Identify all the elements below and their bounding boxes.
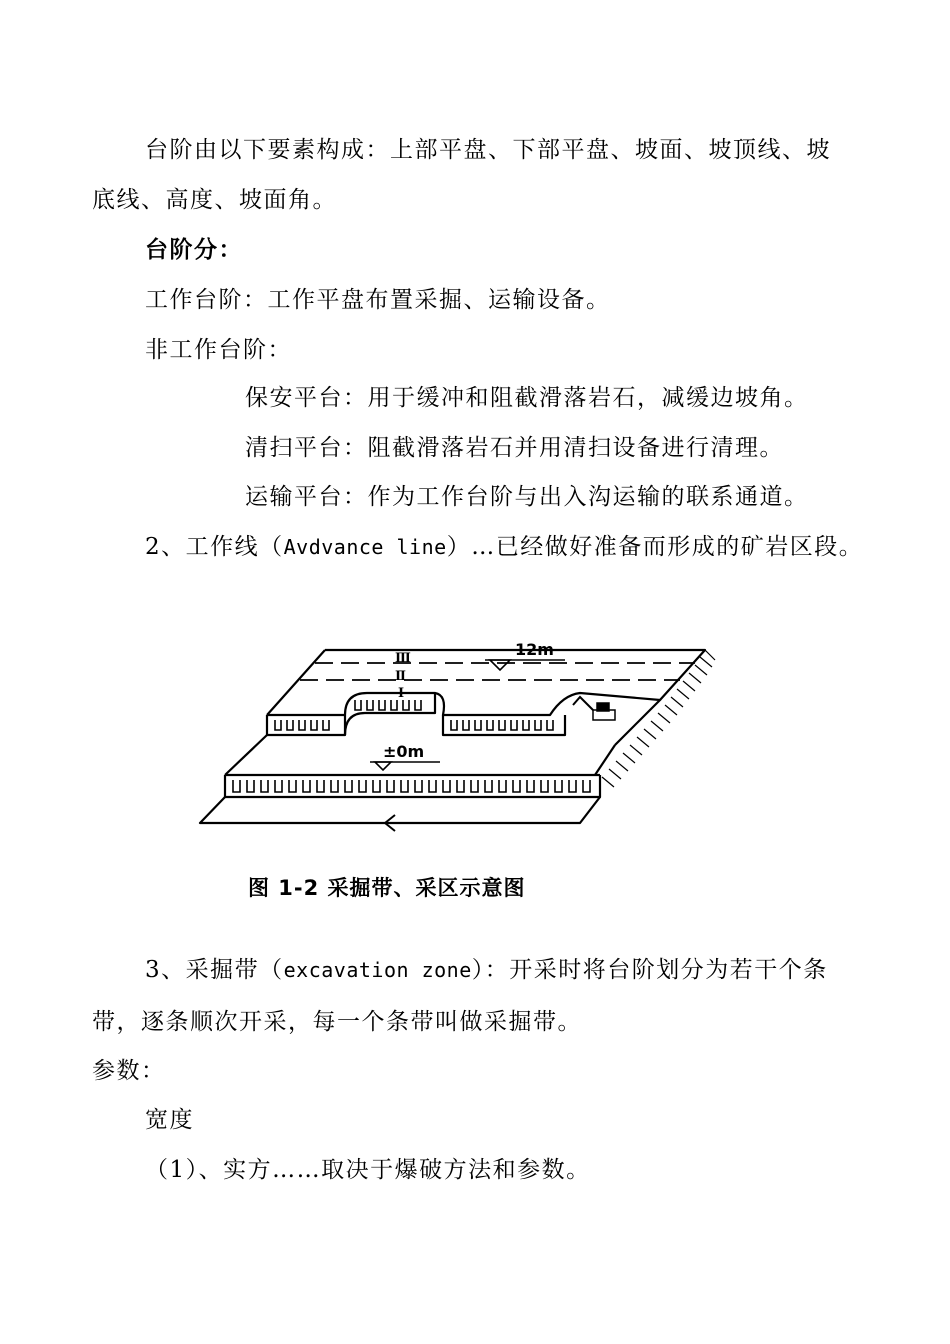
excavation-zone-diagram — [195, 625, 735, 840]
figure-caption: 图 1-2 采掘带、采区示意图 — [248, 876, 526, 900]
text-line-safety-platform: 保安平台：用于缓冲和阻截滑落岩石，减缓边坡角。 — [245, 385, 809, 411]
level-marker-top — [490, 660, 510, 670]
lower-bench-teeth — [233, 780, 590, 792]
lower-platform-right — [595, 745, 615, 775]
excavation-zone-suffix: ）：开采时将台阶划分为若干个条 — [471, 957, 828, 983]
excavator-icon — [573, 697, 615, 720]
label-12m: 12m — [515, 640, 554, 659]
excavation-zone-prefix: 3、采掘带（ — [145, 957, 284, 983]
text-line-width: 宽度 — [145, 1107, 194, 1133]
slope-hatching — [602, 650, 715, 787]
cut-face — [345, 693, 435, 735]
text-line-2: 底线、高度、坡面角。 — [92, 187, 337, 213]
text-line-cleaning-platform: 清扫平台：阻截滑落岩石并用清扫设备进行清理。 — [245, 435, 784, 461]
zone-label-3: Ⅲ — [395, 651, 411, 666]
subheading-steps: 台阶分： — [145, 237, 243, 263]
work-line-suffix: ）…已经做好准备而形成的矿岩区段。 — [446, 534, 864, 560]
label-zero: ±0m — [383, 742, 425, 761]
text-line-1: 台阶由以下要素构成：上部平盘、下部平盘、坡面、坡顶线、坡 — [145, 137, 831, 163]
text-line-work-step: 工作台阶：工作平盘布置采掘、运输设备。 — [145, 287, 611, 313]
work-line-prefix: 2、工作线（ — [145, 534, 284, 560]
text-line-nonwork-step: 非工作台阶： — [145, 337, 292, 363]
level-marker-zero — [375, 762, 391, 770]
zone-label-2: Ⅱ — [395, 669, 406, 684]
upper-platform-left — [267, 650, 325, 715]
text-line-excavation-zone — [145, 955, 828, 985]
text-line-parameters: 参数： — [92, 1058, 166, 1084]
excavation-zone-english: excavation zone — [283, 958, 472, 982]
text-line-solid-volume: （1）、实方……取决于爆破方法和参数。 — [145, 1157, 591, 1183]
work-line-english: Avdvance line — [283, 535, 447, 559]
zone-label-1: Ⅰ — [398, 686, 405, 701]
text-line-transport-platform: 运输平台：作为工作台阶与出入沟运输的联系通道。 — [245, 484, 809, 510]
middle-bench-bottom — [267, 715, 345, 735]
ground-outline — [200, 797, 600, 823]
text-line-work-line — [145, 532, 863, 562]
text-line-excavation-zone-2: 带，逐条顺次开采，每一个条带叫做采掘带。 — [92, 1009, 582, 1035]
lower-platform-left — [225, 735, 267, 775]
